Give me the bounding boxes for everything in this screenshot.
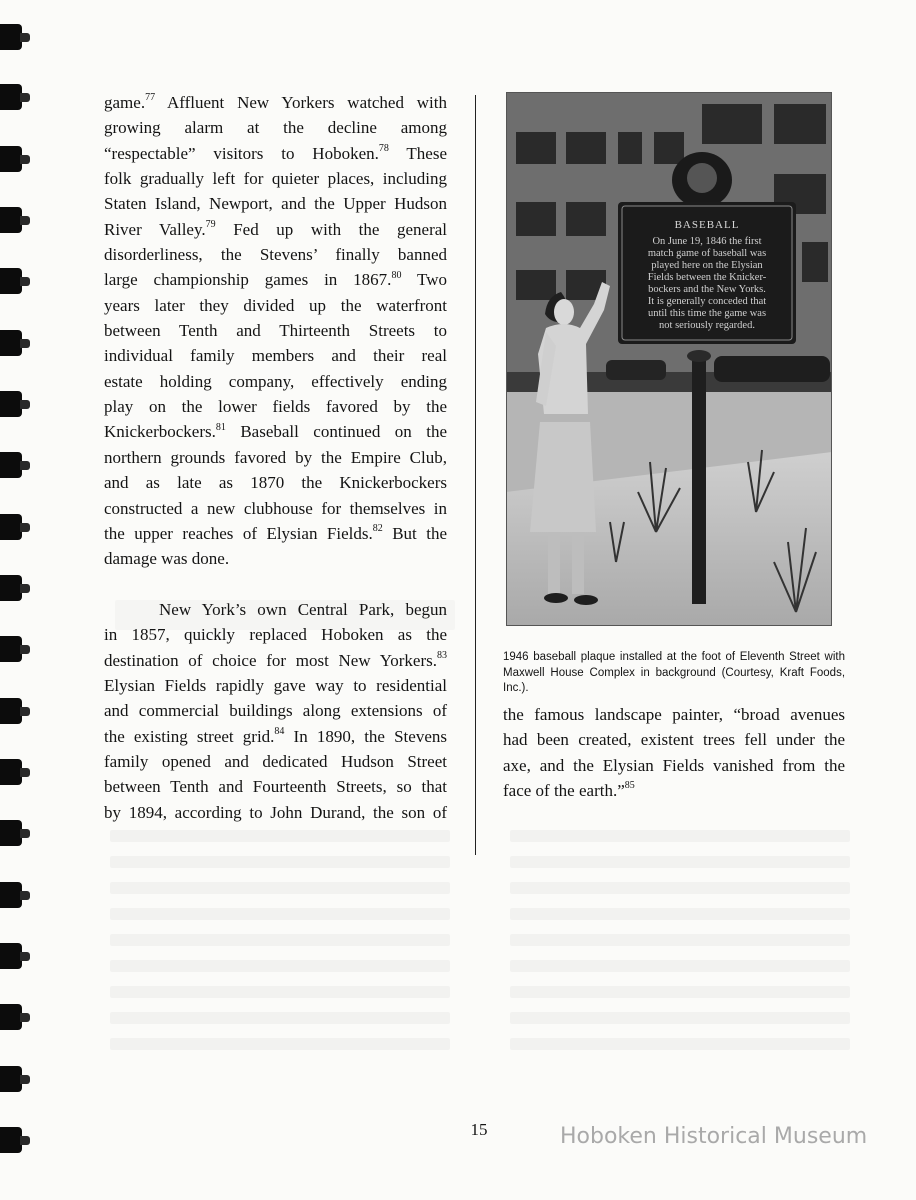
column-divider: [475, 95, 476, 855]
text-line: Knickerbockers.$^{81}$ Baseball continued on the: [104, 421, 448, 442]
text-line: “respectable” visitors to Hoboken.$^{78}$ These: [104, 143, 447, 163]
text-line: play on the lower fields favored by the: [104, 397, 447, 417]
text-line: destination of choice for most New Yorkers.$^{83}$: [104, 649, 447, 670]
text-line: disorderliness, the Stevens’ finally banned: [104, 245, 447, 265]
spiral-binding: [0, 0, 34, 1200]
plaque-line: played here on the Elysian: [651, 260, 763, 271]
text-line: family opened and dedicated Hudson Street: [104, 751, 447, 771]
text-line: years later they divided up the waterfront: [104, 295, 447, 315]
text-line: New York’s own Central Park, begun: [159, 599, 447, 619]
plaque-line: bockers and the New Yorks.: [648, 284, 766, 295]
text-line: estate holding company, effectively ending: [104, 371, 447, 391]
text-line: axe, and the Elysian Fields vanished from the: [503, 755, 845, 775]
footnote-ref: 85: [624, 780, 635, 792]
text-line: River Valley.$^{79}$ Fed up with the general: [104, 219, 448, 239]
text-line: constructed a new clubhouse for themselves in: [104, 498, 447, 518]
baseball-plaque-photo: [506, 92, 832, 626]
footnote-ref: 84: [274, 725, 285, 737]
footnote-ref: 80: [391, 269, 402, 281]
museum-watermark: Hoboken Historical Museum: [560, 1124, 868, 1149]
text-line: and as late as 1870 the Knickerbockers: [104, 473, 447, 493]
text-line: the upper reaches of Elysian Fields.$^{82}$ But the: [104, 523, 447, 543]
plaque-line: Fields between the Knicker-: [647, 272, 767, 283]
footnote-ref: 78: [378, 143, 389, 155]
right-text-column: [503, 702, 845, 803]
plaque-line: On June 19, 1846 the first: [652, 236, 762, 247]
text-line: between Tenth and Fourteenth Streets, so that: [104, 777, 447, 797]
photo-illustration: [506, 92, 832, 626]
text-line: Elysian Fields rapidly gave way to residential: [104, 675, 447, 695]
plaque-line: match game of baseball was: [647, 248, 767, 259]
plaque-title: BASEBALL: [674, 219, 740, 231]
text-line: the existing street grid.$^{84}$ In 1890, the Stevens: [104, 725, 447, 746]
text-line: between Tenth and Thirteenth Streets to: [104, 321, 447, 341]
page-number: 15: [470, 1120, 488, 1139]
left-text-column: [104, 90, 447, 825]
text-line: Staten Island, Newport, and the Upper Hudson: [104, 194, 447, 214]
footnote-ref: 79: [205, 219, 216, 231]
footnote-ref: 77: [145, 92, 156, 104]
text-line: by 1894, according to John Durand, the son of: [104, 802, 447, 822]
text-line: large championship games in 1867.80 Two: [104, 269, 447, 290]
footnote-ref: 83: [437, 649, 447, 661]
text-line: and commercial buildings along extensions of: [104, 701, 447, 721]
text-line: folk gradually left for quieter places, including: [104, 169, 447, 189]
text-line: damage was done.: [104, 549, 230, 569]
text-line: growing alarm at the decline among: [104, 118, 447, 138]
footnote-ref: 81: [215, 421, 226, 433]
text-line: northern grounds favored by the Empire Club,: [104, 447, 447, 467]
text-line: the famous landscape painter, “broad avenues: [503, 705, 845, 724]
text-line: game.$^{77}$ Affluent New Yorkers watched with: [104, 92, 448, 112]
photo-caption: 1946 baseball plaque installed at the foot of Eleventh Street with Maxwell House Complex in background (Courtesy, Kraft Foods, Inc.).: [503, 651, 846, 694]
plaque-line: until this time the game was: [647, 308, 767, 319]
footnote-ref: 82: [372, 523, 383, 535]
text-line: individual family members and their real: [104, 346, 447, 366]
paragraph-spacer: [104, 572, 447, 597]
plaque-line: not seriously regarded.: [659, 320, 755, 331]
text-line: face of the earth.”$^{85}$: [503, 780, 635, 801]
plaque-line: It is generally conceded that: [647, 296, 767, 307]
text-line: had been created, existent trees fell under the: [503, 730, 845, 750]
text-line: in 1857, quickly replaced Hoboken as the: [104, 625, 447, 645]
